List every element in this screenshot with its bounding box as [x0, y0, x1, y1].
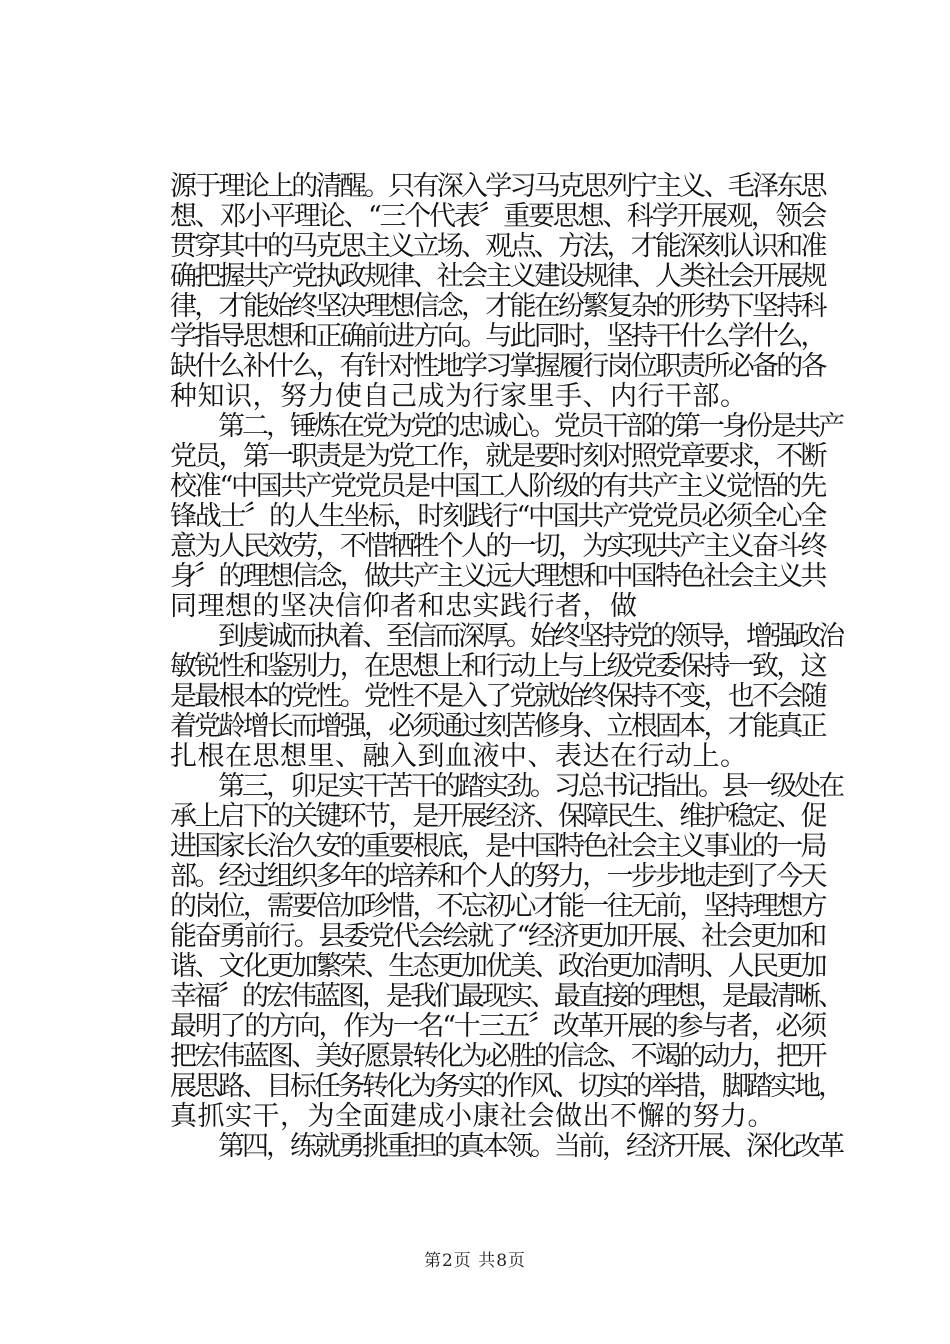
text-line: 能奋勇前行。县委党代会绘就了“经济更加开展、社会更加和 [170, 921, 826, 952]
text-line: 承上启下的关键环节，是开展经济、保障民生、维护稳定、促 [170, 801, 825, 832]
paragraph-start-line: 第二，锤炼在党为党的忠诚心。党员干部的第一身份是共产 [170, 411, 842, 442]
text-line: 校准“中国共产党党员是中国工人阶级的有共产主义觉悟的先 [170, 471, 826, 502]
text-line: 是最根本的党性。党性不是入了党就始终保持不变，也不会随 [170, 681, 825, 712]
paragraph-start-line: 到虔诚而执着、至信而深厚。始终坚持党的领导，增强政治 [170, 621, 842, 652]
text-line: 贯穿其中的马克思主义立场、观点、方法，才能深刻认识和准 [170, 231, 825, 262]
text-line: 种知识，努力使自己成为行家里手、内行干部。 [170, 381, 748, 412]
text-line: 着党龄增长而增强，必须通过刻苦修身、立根固本，才能真正 [170, 711, 825, 742]
document-body [170, 171, 842, 1162]
text-line: 源于理论上的清醒。只有深入学习马克思列宁主义、毛泽东思 [170, 171, 825, 202]
text-line: 学指导思想和正确前进方向。与此同时，坚持干什么学什么， [170, 321, 825, 352]
text-line: 律，才能始终坚决理想信念，才能在纷繁复杂的形势下坚持科 [170, 291, 825, 322]
text-line: 谐、文化更加繁荣、生态更加优美、政治更加清明、人民更加 [170, 951, 825, 982]
text-line: 扎根在思想里、融入到血液中、表达在行动上。 [170, 741, 748, 772]
text-line: 展思路、目标任务转化为务实的作风、切实的举措，脚踏实地， [170, 1071, 842, 1102]
text-line: 把宏伟蓝图、美好愿景转化为必胜的信念、不竭的动力，把开 [170, 1041, 825, 1072]
text-line: 意为人民效劳，不惜牺牲个人的一切，为实现共产主义奋斗终 [170, 531, 825, 562]
text-line: 党员，第一职责是为党工作，就是要时刻对照党章要求，不断 [170, 441, 825, 472]
text-line: 最明了的方向，作为一名“十三五〞改革开展的参与者，必须 [170, 1011, 826, 1042]
text-line: 真抓实干，为全面建成小康社会做出不懈的努力。 [170, 1101, 775, 1132]
text-line: 确把握共产党执政规律、社会主义建设规律、人类社会开展规 [170, 261, 825, 292]
text-line: 敏锐性和鉴别力，在思想上和行动上与上级党委保持一致，这 [170, 651, 825, 682]
text-line: 幸福〞的宏伟蓝图，是我们最现实、最直接的理想，是最清晰、 [170, 981, 842, 1012]
page-number-footer: 第2页 共8页 [423, 1251, 527, 1271]
paragraph-start-line: 第四，练就勇挑重担的真本领。当前，经济开展、深化改革 [170, 1131, 842, 1162]
text-line: 身〞的理想信念，做共产主义远大理想和中国特色社会主义共 [170, 561, 825, 592]
text-line: 的岗位，需要倍加珍惜，不忘初心才能一往无前，坚持理想方 [170, 891, 825, 922]
text-line: 想、邓小平理论、“三个代表〞重要思想、科学开展观，领会 [170, 201, 826, 232]
text-line: 进国家长治久安的重要根底，是中国特色社会主义事业的一局 [170, 831, 825, 862]
text-line: 部。经过组织多年的培养和个人的努力，一步步地走到了今天 [170, 861, 825, 892]
text-line: 锋战士〞的人生坐标，时刻践行“中国共产党党员必须全心全 [170, 501, 826, 532]
text-line: 同理想的坚决信仰者和忠实践行者，做 [170, 591, 638, 622]
paragraph-start-line: 第三，卯足实干苦干的踏实劲。习总书记指出。县一级处在 [170, 771, 842, 802]
text-line: 缺什么补什么，有针对性地学习掌握履行岗位职责所必备的各 [170, 351, 825, 382]
